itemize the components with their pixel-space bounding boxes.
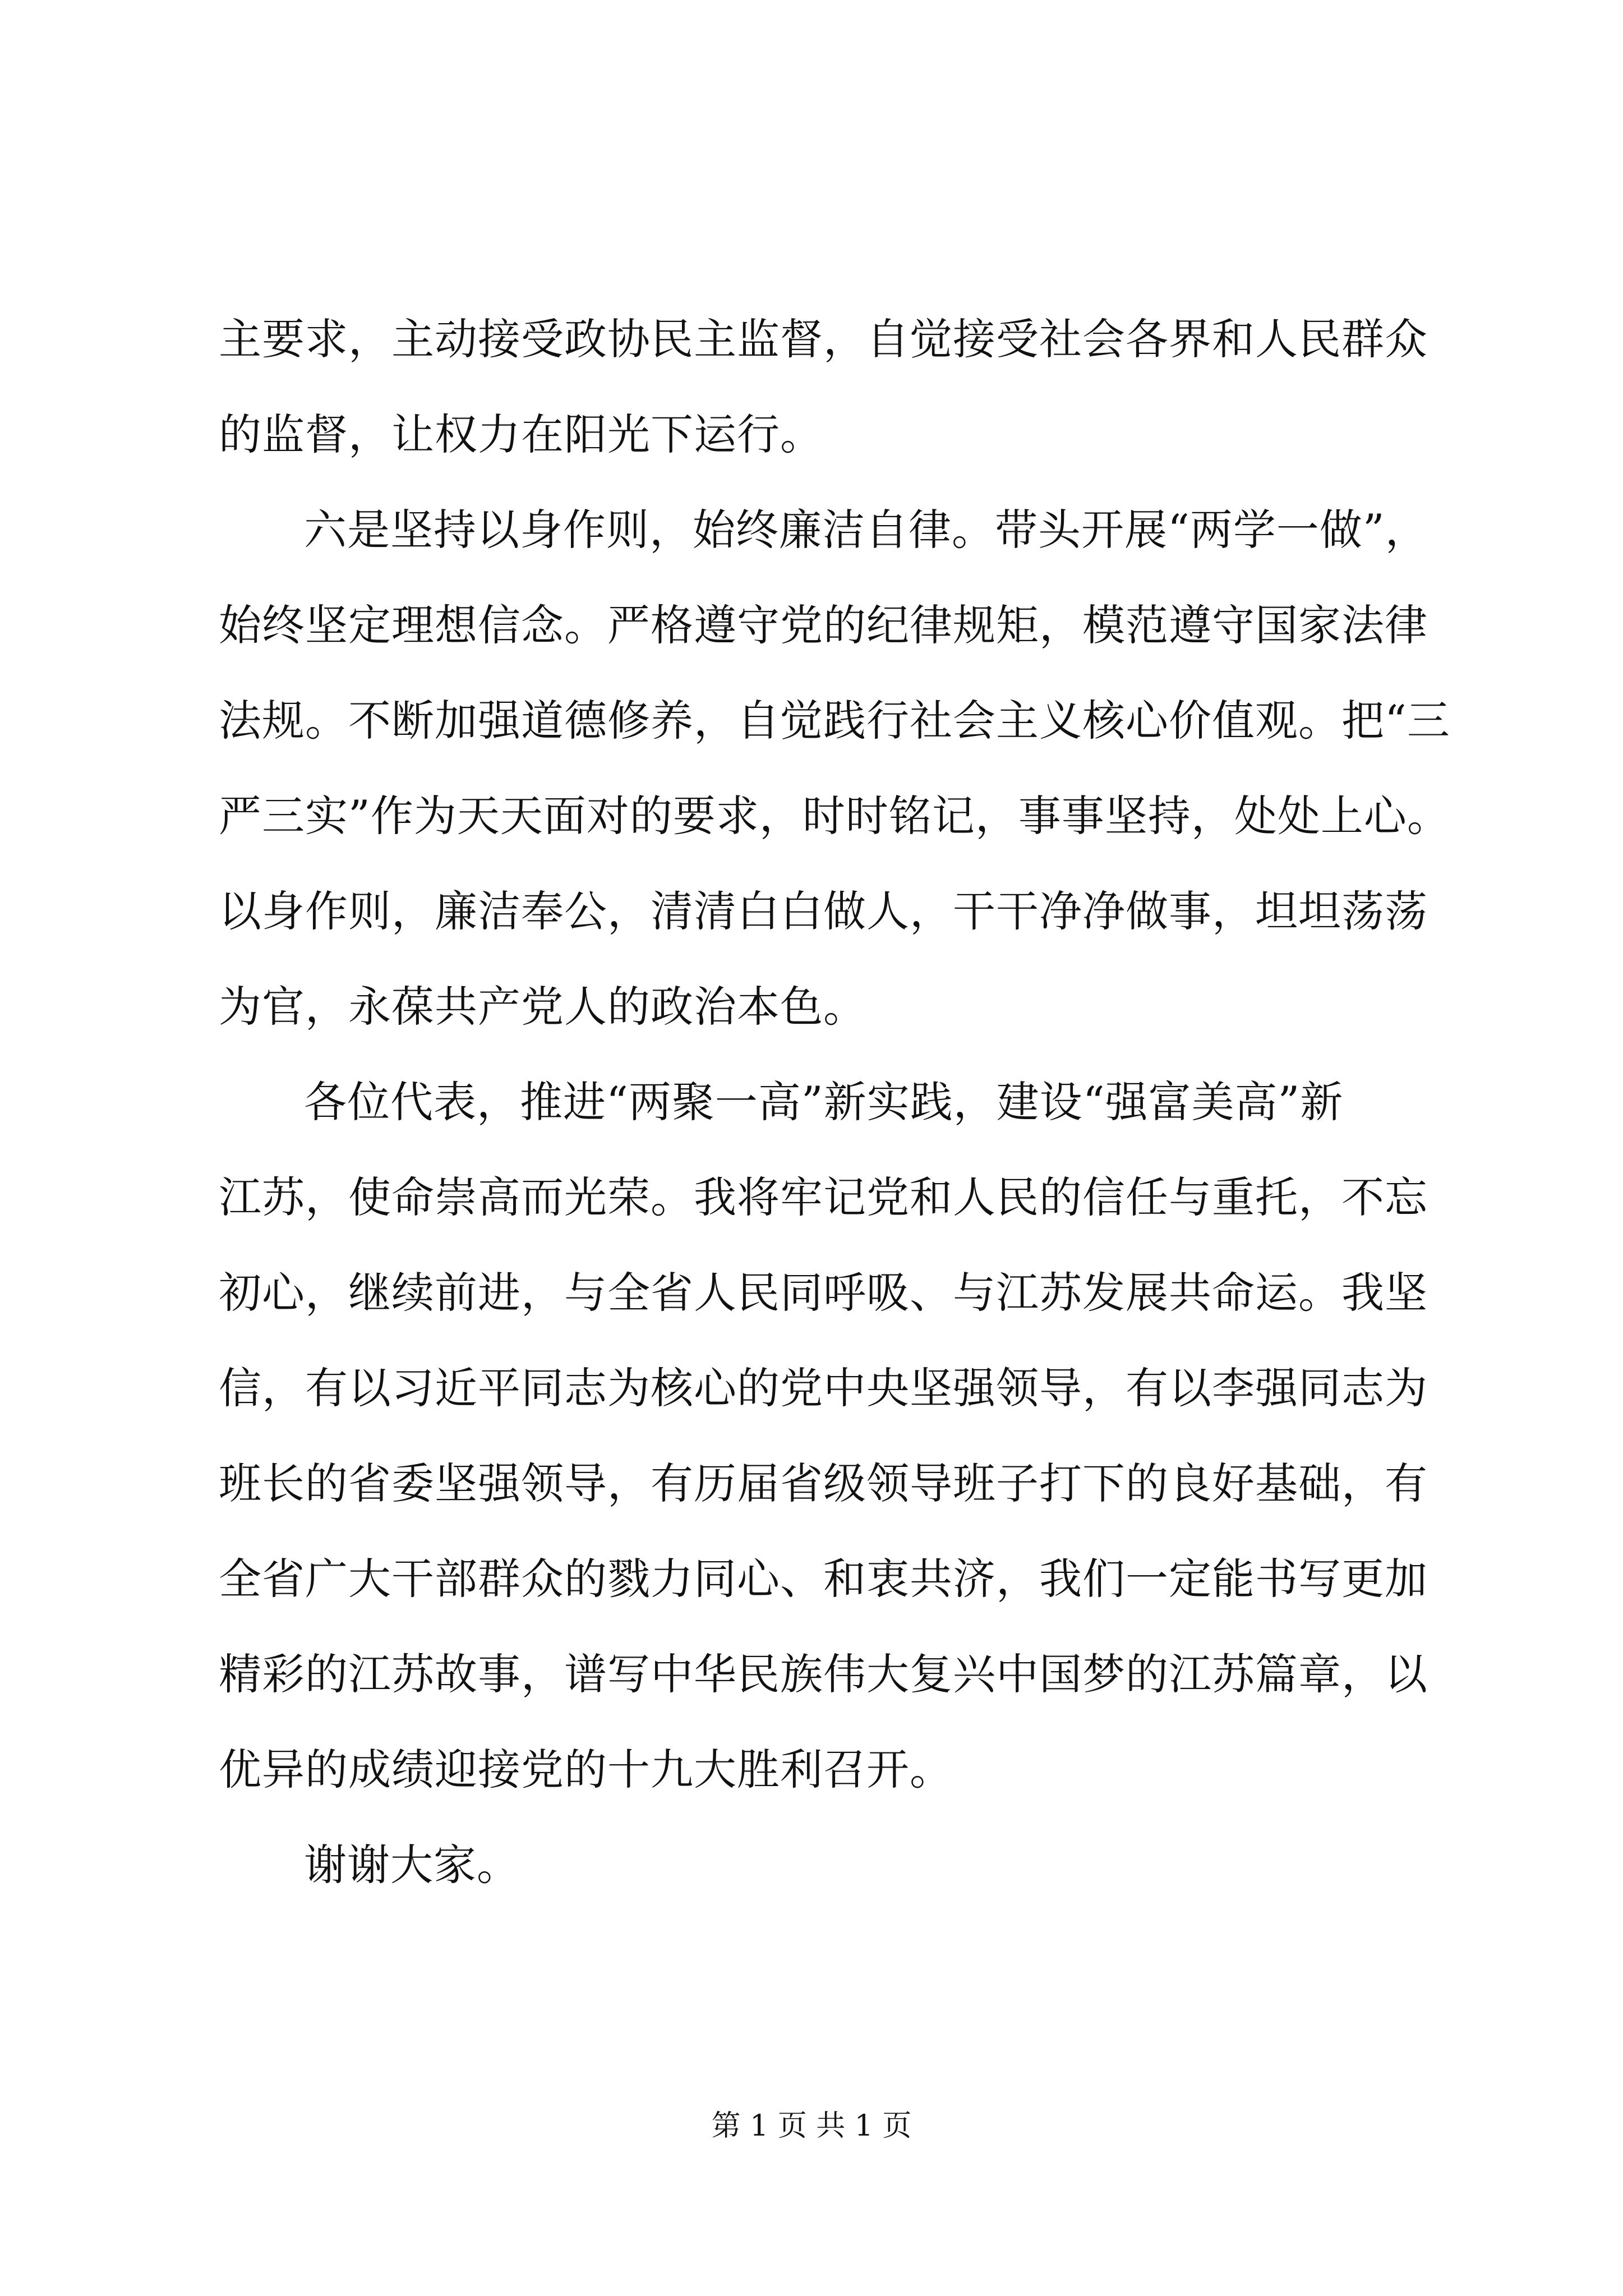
document-body — [219, 292, 1450, 1913]
text-line: 谢谢大家。 — [304, 1840, 520, 1890]
text-line: 为官，永葆共产党人的政治本色。 — [219, 982, 866, 1032]
text-line: 法规。不断加强道德修养，自觉践行社会主义核心价值观。把“三 — [219, 696, 1450, 746]
page-number-label: 第 1 页 共 1 页 — [711, 2109, 912, 2143]
text-line: 以身作则，廉洁奉公，清清白白做人，干干净净做事，坦坦荡荡 — [219, 886, 1428, 936]
paragraph-self-discipline — [219, 482, 1450, 1055]
text-line: 的监督，让权力在阳光下运行。 — [219, 409, 823, 459]
text-line: 精彩的江苏故事，谱写中华民族伟大复兴中国梦的江苏篇章，以 — [219, 1649, 1428, 1699]
text-line: 六是坚持以身作则，始终廉洁自律。带头开展“两学一做”， — [304, 505, 1428, 555]
paragraph-closing-remarks — [219, 1055, 1441, 1818]
text-line: 严三实”作为天天面对的要求，时时铭记，事事坚持，处处上心。 — [219, 791, 1450, 841]
text-line: 优异的成绩迎接党的十九大胜利召开。 — [219, 1745, 953, 1795]
text-line: 江苏，使命崇高而光荣。我将牢记党和人民的信任与重托，不忘 — [219, 1172, 1428, 1222]
text-line: 始终坚定理想信念。严格遵守党的纪律规矩，模范遵守国家法律 — [219, 600, 1428, 650]
text-line: 信，有以习近平同志为核心的党中央坚强领导，有以李强同志为 — [219, 1363, 1428, 1413]
text-line: 全省广大干部群众的戮力同心、和衷共济，我们一定能书写更加 — [219, 1554, 1428, 1604]
paragraph-continuation — [219, 292, 1441, 482]
text-line: 各位代表，推进“两聚一高”新实践，建设“强富美高”新 — [304, 1077, 1344, 1127]
text-line: 主要求，主动接受政协民主监督，自觉接受社会各界和人民群众 — [219, 314, 1428, 364]
text-line: 初心，继续前进，与全省人民同呼吸、与江苏发展共命运。我坚 — [219, 1268, 1428, 1318]
page-footer — [0, 2106, 1623, 2146]
text-line: 班长的省委坚强领导，有历届省级领导班子打下的良好基础，有 — [219, 1458, 1428, 1508]
paragraph-thanks — [219, 1818, 1441, 1913]
